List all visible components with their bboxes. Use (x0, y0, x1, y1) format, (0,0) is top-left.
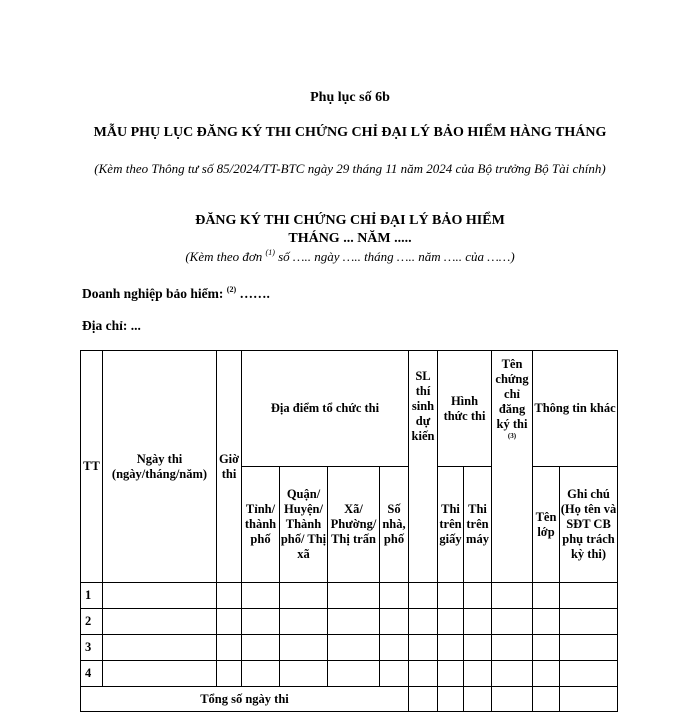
table-row (81, 661, 618, 687)
address-value: ... (130, 318, 141, 333)
table-row (81, 635, 618, 661)
header-location-province: Tỉnh/ thành phố (242, 467, 280, 583)
header-exam-time: Giờ thi (217, 351, 242, 583)
header-exam-form: Hình thức thi (438, 351, 492, 467)
registration-table (80, 350, 618, 712)
header-tt: TT (81, 351, 103, 583)
table-row (81, 583, 618, 609)
header-class-name: Tên lớp (533, 467, 560, 583)
header-exam-computer: Thi trên máy (464, 467, 492, 583)
row-number: 3 (81, 635, 103, 661)
registration-title-line1: ĐĂNG KÝ THI CHỨNG CHỈ ĐẠI LÝ BẢO HIỂM (195, 213, 505, 228)
footnote-marker-3: (3) (507, 432, 517, 440)
header-note: Ghi chú (Họ tên và SĐT CB phụ trách kỳ thi) (560, 467, 618, 583)
registration-subtitle (0, 248, 700, 265)
row-number: 2 (81, 609, 103, 635)
total-label: Tổng số ngày thi (81, 687, 409, 712)
header-other-info: Thông tin khác (533, 351, 618, 467)
header-exam-date: Ngày thi (ngày/tháng/năm) (103, 351, 217, 583)
row-number: 4 (81, 661, 103, 687)
insurer-label: Doanh nghiệp bảo hiểm: (82, 286, 224, 301)
form-title: MẪU PHỤ LỤC ĐĂNG KÝ THI CHỨNG CHỈ ĐẠI LÝ BẢO HIỂM HÀNG THÁNG (93, 125, 607, 140)
address-label: Địa chỉ: (82, 318, 128, 333)
header-certificate-label: Tên chứng chỉ đăng ký thi (495, 357, 529, 431)
row-number: 1 (81, 583, 103, 609)
insurer-field (82, 285, 270, 302)
insurer-value: ……. (239, 286, 270, 301)
registration-title (0, 212, 700, 248)
header-exam-location: Địa điểm tổ chức thi (242, 351, 409, 467)
header-certificate (492, 351, 533, 583)
header-expected-candidates: SL thí sinh dự kiến (409, 351, 438, 583)
registration-title-line2: THÁNG ... NĂM ..... (288, 231, 412, 246)
form-subtitle: (Kèm theo Thông tư số 85/2024/TT-BTC ngày 29 tháng 11 năm 2024 của Bộ trưởng Bộ Tài chính) (94, 161, 606, 176)
header-exam-paper: Thi trên giấy (438, 467, 464, 583)
total-row (81, 687, 618, 712)
header-location-house: Số nhà, phố (380, 467, 409, 583)
header-location-ward: Xã/ Phường/ Thị trấn (328, 467, 380, 583)
footnote-marker-2: (2) (226, 285, 237, 294)
registration-subtitle-pre: (Kèm theo đơn (185, 249, 263, 264)
table-row (81, 609, 618, 635)
appendix-number: Phụ lục số 6b (310, 90, 390, 105)
registration-subtitle-post: số ….. ngày ….. tháng ….. năm ….. của ……) (278, 249, 515, 264)
header-location-district: Quận/ Huyện/ Thành phố/ Thị xã (280, 467, 328, 583)
address-field (82, 318, 141, 334)
footnote-marker-1: (1) (265, 248, 275, 257)
